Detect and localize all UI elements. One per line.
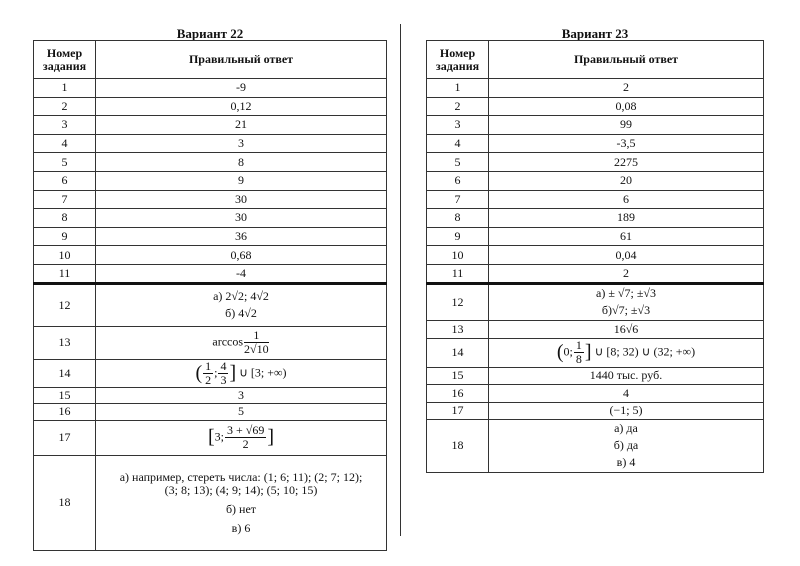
answer: -9: [96, 79, 387, 98]
answer-b: б) 4√2: [225, 306, 257, 321]
table-row: 14 (0; $\frac{1}{8}$ ] ∪ [8; 32) ∪ (32; +∞): [427, 338, 764, 367]
answer: 99: [489, 116, 764, 135]
table-row: 18 а) например, стереть числа: (1; 6; 11); (2; 7; 12); (3; 8; 13); (4; 9; 14); (5; 10; 15) б) нет в) 6: [34, 455, 387, 550]
answer: 0,04: [489, 246, 764, 265]
table-row: 17 (−1; 5): [427, 402, 764, 419]
table-row: [34, 79, 387, 98]
answer: -4: [96, 264, 387, 283]
task-number: 3: [427, 116, 489, 135]
table-row: 16 4: [427, 384, 764, 402]
task-number: 3: [34, 116, 96, 135]
table-row: [427, 227, 764, 246]
page-divider: [400, 24, 401, 536]
table-row: [427, 246, 764, 265]
table-row: 16 5: [34, 403, 387, 420]
task-number: 5: [427, 153, 489, 172]
variant-23-title: Вариант 23: [561, 26, 629, 41]
task-number: 10: [34, 246, 96, 265]
task-number: 11: [427, 264, 489, 283]
task-number: 4: [427, 134, 489, 153]
task-number: 6: [427, 171, 489, 190]
task-number: 6: [34, 171, 96, 190]
variant-23-table: [426, 40, 764, 473]
task-number: 10: [427, 246, 489, 265]
table-row: [427, 209, 764, 228]
table-row: [34, 171, 387, 190]
col-header-number: Номер задания: [34, 41, 96, 79]
table-row: [427, 264, 764, 283]
task-number: 1: [34, 79, 96, 98]
col-header-number: Номер задания: [427, 41, 489, 79]
answer: 0,68: [96, 246, 387, 265]
answer: 2: [489, 264, 764, 283]
table-row: [427, 116, 764, 135]
table-row: 12 а) ± √7; ±√3 б)√7; ±√3: [427, 283, 764, 320]
task-number: 8: [34, 209, 96, 228]
task-number: 7: [34, 190, 96, 209]
table-row: [34, 134, 387, 153]
table-row: [427, 190, 764, 209]
task-number: 1: [427, 79, 489, 98]
answer: 9: [96, 171, 387, 190]
task-number: 4: [34, 134, 96, 153]
answer: 8: [96, 153, 387, 172]
table-row: 13 arccos $\frac{1}{2√10}$: [34, 326, 387, 359]
task-number: 11: [34, 264, 96, 283]
table-row: [34, 264, 387, 283]
task-number: 9: [34, 227, 96, 246]
answer: 2275: [489, 153, 764, 172]
table-row: [34, 227, 387, 246]
variant-22-title: Вариант 22: [176, 26, 244, 41]
task-number: 5: [34, 153, 96, 172]
table-row: [427, 79, 764, 98]
answer: 189: [489, 209, 764, 228]
task-number: 2: [427, 97, 489, 116]
table-row: [34, 246, 387, 265]
table-row: [427, 134, 764, 153]
task-number: 9: [427, 227, 489, 246]
table-row: 15 1440 тыс. руб.: [427, 367, 764, 384]
table-row: 14 ( $\frac{1}{2}$ ; $\frac{4}{3}$ ] ∪ [3; +∞): [34, 359, 387, 387]
table-row: [427, 153, 764, 172]
col-header-answer: Правильный ответ: [489, 41, 764, 79]
answer: -3,5: [489, 134, 764, 153]
answer: 6: [489, 190, 764, 209]
table-row: [427, 97, 764, 116]
table-row: 17 [3; $\frac{3 + √69}{2}$ ]: [34, 420, 387, 455]
table-row: [34, 153, 387, 172]
answer: 0,12: [96, 97, 387, 116]
table-row: [34, 209, 387, 228]
answer: 30: [96, 209, 387, 228]
answer-a: а) 2√2; 4√2: [213, 289, 269, 304]
answer: 2: [489, 79, 764, 98]
answer: 21: [96, 116, 387, 135]
table-row: [34, 97, 387, 116]
answer: 36: [96, 227, 387, 246]
answer: 3: [96, 134, 387, 153]
task-number: 7: [427, 190, 489, 209]
table-row: 18 а) да б) да в) 4: [427, 419, 764, 472]
table-row: 13 16√6: [427, 320, 764, 338]
answer: 30: [96, 190, 387, 209]
task-number: 2: [34, 97, 96, 116]
task-number: 8: [427, 209, 489, 228]
table-row: 12 а) 2√2; 4√2 б) 4√2: [34, 283, 387, 326]
table-row: [34, 116, 387, 135]
answer: 20: [489, 171, 764, 190]
col-header-answer: Правильный ответ: [96, 41, 387, 79]
answer: 61: [489, 227, 764, 246]
answer: 0,08: [489, 97, 764, 116]
variant-22-table: [33, 40, 387, 551]
table-row: [427, 171, 764, 190]
table-row: [34, 190, 387, 209]
table-row: 15 3: [34, 387, 387, 403]
